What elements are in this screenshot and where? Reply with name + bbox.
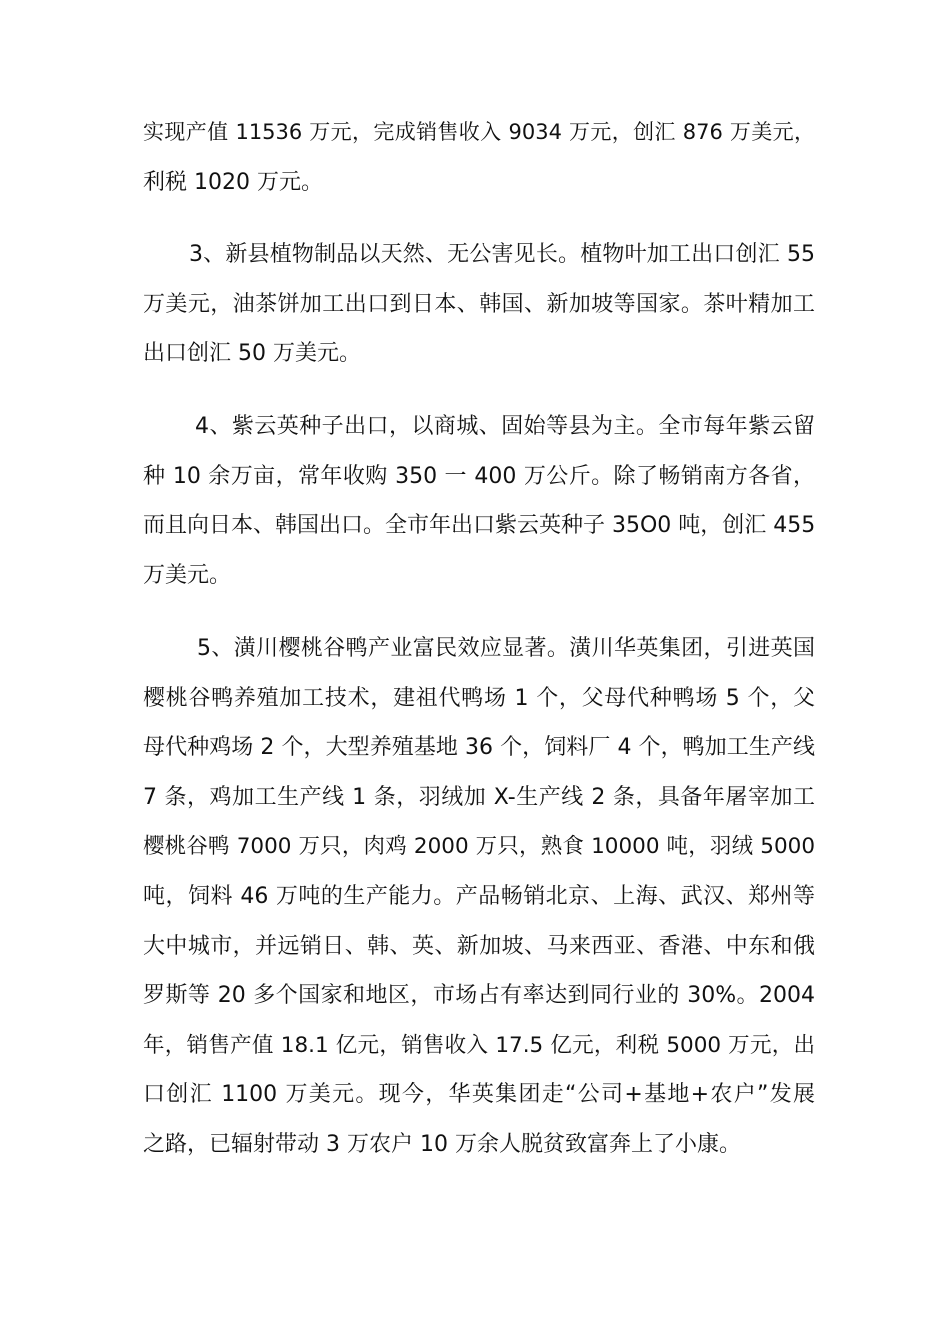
paragraph-item-4-milk-vetch-seeds <box>143 402 815 600</box>
text-line: 万美元，油茶饼加工出口到日本、韩国、新加坡等国家。茶叶精加工 <box>143 291 815 317</box>
text-line: 年，销售产值 18.1 亿元，销售收入 17.5 亿元，利税 5000 万元，出 <box>143 1032 815 1058</box>
text-line: 之路，已辐射带动 3 万农户 10 万余人脱贫致富奔上了小康。 <box>143 1131 741 1157</box>
text-line: 实现产值 11536 万元，完成销售收入 9034 万元，创汇 876 万美元， <box>143 120 815 144</box>
paragraph-item-3-plant-products <box>143 230 815 379</box>
text-line: 出口创汇 50 万美元。 <box>143 341 361 367</box>
text-line: 罗斯等 20 多个国家和地区，市场占有率达到同行业的 30%。2004 <box>143 983 815 1009</box>
text-line: 樱桃谷鸭养殖加工技术，建祖代鸭场 1 个，父母代种鸭场 5 个，父 <box>143 685 815 711</box>
text-line: 樱桃谷鸭 7000 万只，肉鸡 2000 万只，熟食 10000 吨，羽绒 5000 <box>143 834 815 860</box>
text-line: 吨，饲料 46 万吨的生产能力。产品畅销北京、上海、武汉、郑州等 <box>143 883 815 909</box>
text-line: 口创汇 1100 万美元。现今，华英集团走“公司+基地+农户”发展 <box>143 1082 815 1108</box>
text-line: 利税 1020 万元。 <box>143 169 323 195</box>
text-line: 种 10 余万亩，常年收购 350 一 400 万公斤。除了畅销南方各省， <box>143 463 815 489</box>
text-line: 而且向日本、韩国出口。全市年出口紫云英种子 35O0 吨，创汇 455 <box>143 513 815 539</box>
text-line: 万美元。 <box>143 562 232 588</box>
paragraph-item-5-cherry-valley-duck <box>143 624 815 1170</box>
text-line: 母代种鸡场 2 个，大型养殖基地 36 个，饲料厂 4 个，鸭加工生产线 <box>143 735 815 761</box>
text-line: 7 条，鸡加工生产线 1 条，羽绒加 X-生产线 2 条，具备年屠宰加工 <box>143 784 815 810</box>
text-line: 4、紫云英种子出口，以商城、固始等县为主。全市每年紫云留 <box>195 414 815 439</box>
text-line: 5、潢川樱桃谷鸭产业富民效应显著。潢川华英集团，引进英国 <box>197 636 815 661</box>
text-line: 大中城市，并远销日、韩、英、新加坡、马来西亚、香港、中东和俄 <box>143 933 815 959</box>
text-line: 3、新县植物制品以天然、无公害见长。植物叶加工出口创汇 55 <box>189 242 815 267</box>
paragraph-output-summary <box>143 108 815 207</box>
